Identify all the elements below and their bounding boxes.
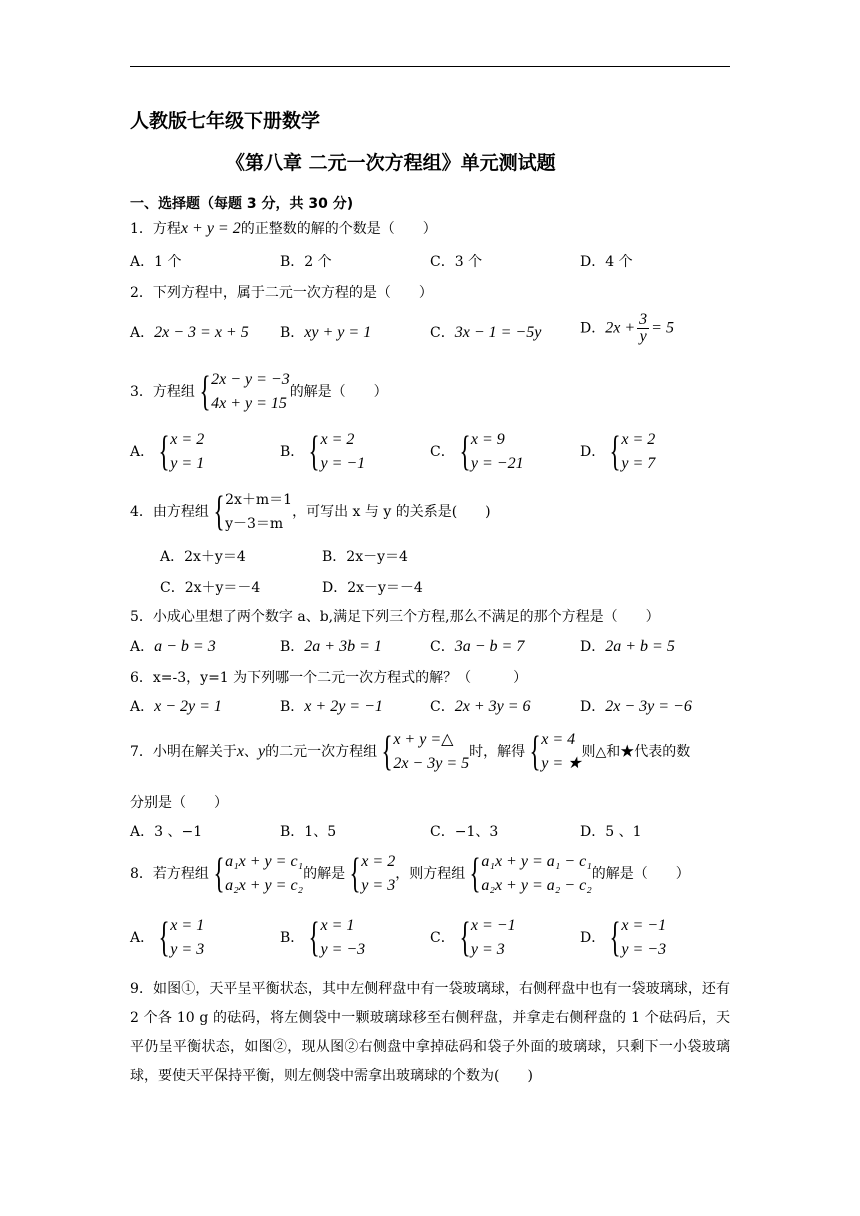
q5-eq-b: 2a + 3b = 1 [304, 638, 382, 655]
brace-icon: { [308, 915, 320, 961]
q4-eq2: y－3＝m [225, 516, 284, 532]
q7-sep: 、 [244, 744, 259, 760]
q5-label-d: D． [580, 639, 606, 655]
document-title: 人教版七年级下册数学 [130, 110, 321, 132]
q2-option-a [130, 322, 249, 342]
q2-eq-a: 2x − 3 = x + 5 [154, 324, 249, 341]
q7-var-y: y [258, 743, 266, 760]
q8-eq4: a₂x + y = a₂ − c₂ [481, 877, 592, 894]
q4-option-c: C．2x＋y＝－4 [160, 580, 261, 596]
q3-option-c [430, 428, 524, 476]
q4-eq1: 2x＋m＝1 [225, 492, 293, 508]
q3-eq2: 4x + y = 15 [211, 395, 287, 412]
q8-system-2 [465, 850, 592, 898]
q2-label-b: B． [280, 325, 305, 341]
question-5: 5．小成心里想了两个数字 a、b,满足下列三个方程,那么不满足的那个方程是（ ） [130, 609, 660, 625]
q3-label-c: C． [430, 444, 455, 460]
brace-icon: { [213, 489, 225, 535]
q3-option-d [580, 428, 655, 476]
q7-system [377, 728, 469, 776]
q7-prefix: 7．小明在解关于 [130, 744, 237, 760]
q6-eq-b: x + 2y = −1 [304, 698, 383, 715]
brace-icon: { [469, 851, 481, 897]
q3-suffix: 的解是（ ） [289, 384, 388, 400]
q8-system [209, 850, 303, 898]
q6-option-d [580, 696, 692, 716]
q7-option-b: B．1、5 [280, 824, 337, 840]
q8-mid2: ，则方程组 [395, 866, 466, 882]
q8-label-d: D． [580, 930, 606, 946]
q8-prefix: 8．若方程组 [130, 866, 209, 882]
q8-a-y: y = 3 [170, 941, 205, 958]
brace-icon: { [529, 729, 541, 775]
q2-option-d [580, 312, 674, 345]
q8-label-c: C． [430, 930, 455, 946]
q3-b-y: y = −1 [320, 455, 366, 472]
q8-option-d [580, 914, 666, 962]
question-1 [130, 218, 437, 238]
question-7 [130, 728, 690, 776]
q6-eq-d: 2x − 3y = −6 [605, 698, 692, 715]
q3-label-d: D． [580, 444, 606, 460]
q7-var-x: x [236, 743, 245, 760]
q6-label-b: B． [280, 699, 305, 715]
q2-d-post: = 5 [651, 319, 674, 337]
q2-d-fraction [637, 312, 649, 345]
brace-icon: { [609, 429, 621, 475]
q7-continuation: 分别是（ ） [130, 795, 228, 811]
question-2: 2．下列方程中，属于二元一次方程的是（ ） [130, 285, 433, 301]
q7-eq1: x + y =△ [393, 731, 454, 748]
q8-a-x: x = 1 [170, 917, 205, 934]
q5-option-c [430, 636, 524, 656]
q3-prefix: 3．方程组 [130, 384, 195, 400]
q7-suffix: 则△和★代表的数 [581, 744, 691, 760]
q4-option-d: D．2x－y＝－4 [322, 580, 423, 596]
document-subtitle: 《第八章 二元一次方程组》单元测试题 [226, 152, 556, 174]
q8-eq3: a₁x + y = a₁ − c₁ [481, 853, 592, 870]
q8-d-x: x = −1 [621, 917, 667, 934]
section-heading: 一、选择题（每题 3 分，共 30 分) [130, 196, 354, 212]
q3-option-b [280, 428, 365, 476]
q8-b-x: x = 1 [320, 917, 355, 934]
question-4 [130, 488, 491, 536]
q8-eq2: a₂x + y = c₂ [225, 877, 304, 894]
q3-d-y: y = 7 [621, 455, 656, 472]
brace-icon: { [609, 915, 621, 961]
q8-mid: 的解是 [303, 866, 346, 882]
q5-eq-a: a − b = 3 [154, 638, 216, 655]
brace-icon: { [158, 915, 170, 961]
q3-label-a: A． [130, 444, 155, 460]
q2-option-b [280, 322, 371, 342]
q2-d-pre: 2x + [605, 319, 636, 337]
q8-c-y: y = 3 [470, 941, 505, 958]
q8-option-a [130, 914, 204, 962]
q7-solution [525, 728, 581, 776]
q5-eq-c: 3a − b = 7 [454, 638, 525, 655]
q6-option-a [130, 696, 222, 716]
q1-option-a: A．1 个 [130, 254, 182, 270]
q3-d-x: x = 2 [621, 431, 656, 448]
q6-option-b [280, 696, 383, 716]
q3-c-y: y = −21 [470, 455, 524, 472]
q8-solution [345, 850, 395, 898]
q6-label-d: D． [580, 699, 606, 715]
q8-sol-y: y = 3 [361, 877, 396, 894]
q6-option-c [430, 696, 531, 716]
q5-eq-d: 2a + b = 5 [605, 638, 675, 655]
q3-b-x: x = 2 [320, 431, 355, 448]
q3-label-b: B． [280, 444, 305, 460]
q2-label-d: D． [580, 320, 606, 337]
q7-eq2: 2x − 3y = 5 [393, 755, 470, 772]
q5-label-a: A． [130, 639, 155, 655]
q1-suffix: 的正整数的解的个数是（ ） [240, 221, 437, 237]
q7-option-a: A．3 、−1 [130, 824, 203, 840]
q3-eq1: 2x − y = −3 [211, 371, 290, 388]
q1-option-c: C．3 个 [430, 254, 483, 270]
q6-label-a: A． [130, 699, 155, 715]
q2-eq-c: 3x − 1 = −5y [454, 324, 542, 341]
q7-option-d: D．5 、1 [580, 824, 642, 840]
q3-a-y: y = 1 [170, 455, 205, 472]
brace-icon: { [213, 851, 225, 897]
q5-option-a [130, 636, 216, 656]
q1-option-b: B．2 个 [280, 254, 332, 270]
q2-label-c: C． [430, 325, 455, 341]
q2-label-a: A． [130, 325, 155, 341]
q4-system [209, 488, 292, 536]
q3-system [195, 368, 290, 416]
q4-option-a: A．2x＋y＝4 [160, 549, 246, 565]
question-9: 9．如图①，天平呈平衡状态，其中左侧秤盘中有一袋玻璃球，右侧秤盘中也有一袋玻璃球，还有 2 个各 10 g 的砝码，将左侧袋中一颗玻璃球移至右侧秤盘，并拿走右侧秤盘的 1 个砝码后，天平仍呈平衡状态，如图②，现从图②右侧盘中拿掉砝码和袋子外面的玻璃球，只剩下一小袋玻璃球，要使天平保持平衡，则左侧袋中需拿出玻璃球的个数为( ) [130, 981, 730, 1084]
brace-icon: { [158, 429, 170, 475]
q7-sol-x: x = 4 [541, 731, 576, 748]
q8-c-x: x = −1 [470, 917, 516, 934]
q5-label-c: C． [430, 639, 455, 655]
q2-option-c [430, 322, 541, 342]
q8-label-a: A． [130, 930, 155, 946]
question-3 [130, 368, 388, 416]
brace-icon: { [381, 729, 393, 775]
q4-prefix: 4．由方程组 [130, 504, 209, 520]
q4-suffix: ，可写出 x 与 y 的关系是( ) [292, 504, 491, 520]
q7-mid: 的二元一次方程组 [265, 744, 378, 760]
q7-option-c: C．−1、3 [430, 824, 499, 840]
header-rule [130, 66, 730, 67]
q5-label-b: B． [280, 639, 305, 655]
q2-d-numerator: 3 [639, 311, 648, 328]
q8-b-y: y = −3 [320, 941, 366, 958]
q3-option-a [130, 428, 204, 476]
brace-icon: { [459, 429, 471, 475]
brace-icon: { [349, 851, 361, 897]
q3-a-x: x = 2 [170, 431, 205, 448]
question-8 [130, 850, 690, 898]
q8-sol-x: x = 2 [361, 853, 396, 870]
q8-eq1: a₁x + y = c₁ [225, 853, 304, 870]
q8-suffix: 的解是（ ） [591, 866, 690, 882]
q8-label-b: B． [280, 930, 305, 946]
q8-option-b [280, 914, 365, 962]
brace-icon: { [459, 915, 471, 961]
question-6: 6．x=-3，y=1 为下列哪一个二元一次方程式的解？（ ） [130, 670, 528, 686]
brace-icon: { [199, 369, 211, 415]
q2-eq-b: xy + y = 1 [304, 324, 372, 341]
q6-eq-c: 2x + 3y = 6 [454, 698, 531, 715]
q1-option-d: D．4 个 [580, 254, 633, 270]
q6-label-c: C． [430, 699, 455, 715]
q3-c-x: x = 9 [470, 431, 505, 448]
q5-option-b [280, 636, 382, 656]
q8-d-y: y = −3 [621, 941, 667, 958]
q7-sol-y: y = ★ [541, 755, 582, 772]
q2-d-denominator: y [639, 328, 647, 345]
brace-icon: { [308, 429, 320, 475]
q7-mid2: 时，解得 [469, 744, 526, 760]
q4-option-b: B．2x－y＝4 [322, 549, 408, 565]
q8-option-c [430, 914, 516, 962]
q6-eq-a: x − 2y = 1 [154, 698, 222, 715]
q1-prefix: 1．方程 [130, 221, 181, 237]
q1-equation: x + y = 2 [180, 220, 241, 237]
q5-option-d [580, 636, 675, 656]
